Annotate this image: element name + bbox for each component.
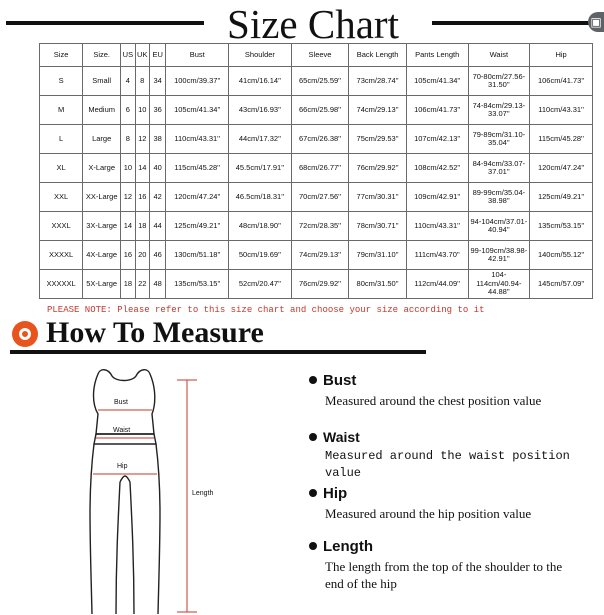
table-cell: 12 [121, 183, 135, 212]
figure-label-length: Length [192, 490, 214, 497]
table-row [40, 241, 593, 270]
column-header: UK [135, 44, 149, 67]
table-cell: 22 [135, 270, 149, 299]
table-cell: 89-99cm/35.04-38.98'' [468, 183, 530, 212]
table-cell: 73cm/28.74'' [349, 67, 407, 96]
table-cell: 107cm/42.13'' [406, 125, 468, 154]
table-row [40, 183, 593, 212]
measure-item-hip: Hip Measured around the hip position value [309, 485, 531, 522]
table-cell: 5X-Large [83, 270, 121, 299]
table-cell: XX-Large [83, 183, 121, 212]
column-header: Size. [83, 44, 121, 67]
title-rule-right [432, 21, 604, 25]
figure-label-hip: Hip [117, 463, 128, 470]
table-cell: 135cm/53.15'' [166, 270, 229, 299]
table-row [40, 270, 593, 299]
table-cell: 48 [149, 270, 165, 299]
figure-label-waist: Waist [113, 427, 131, 434]
table-cell: XL [40, 154, 83, 183]
table-cell: 110cm/43.31'' [166, 125, 229, 154]
table-cell: 72cm/28.35'' [291, 212, 349, 241]
table-cell: 70-80cm/27.56-31.50'' [468, 67, 530, 96]
table-cell: 80cm/31.50'' [349, 270, 407, 299]
target-icon [12, 321, 38, 347]
table-cell: XXXXXL [40, 270, 83, 299]
table-cell: 130cm/51.18'' [166, 241, 229, 270]
table-cell: 74cm/29.13'' [349, 96, 407, 125]
table-cell: 115cm/45.28'' [166, 154, 229, 183]
table-cell: 77cm/30.31'' [349, 183, 407, 212]
table-cell: 4 [121, 67, 135, 96]
column-header: Size [40, 44, 83, 67]
column-header: EU [149, 44, 165, 67]
column-header: Waist [468, 44, 530, 67]
table-cell: 16 [121, 241, 135, 270]
table-row [40, 67, 593, 96]
table-cell: 10 [121, 154, 135, 183]
title-rule-left [6, 21, 204, 25]
table-row [40, 154, 593, 183]
table-cell: 120cm/47.24'' [166, 183, 229, 212]
column-header: Sleeve [291, 44, 349, 67]
table-cell: L [40, 125, 83, 154]
table-cell: 8 [135, 67, 149, 96]
table-cell: 111cm/43.70'' [406, 241, 468, 270]
table-cell: 84-94cm/33.07-37.01'' [468, 154, 530, 183]
table-cell: 74cm/29.13'' [291, 241, 349, 270]
table-cell: 75cm/29.53'' [349, 125, 407, 154]
table-cell: 99-109cm/38.98-42.91'' [468, 241, 530, 270]
page-title: Size Chart [227, 1, 399, 47]
table-cell: 42 [149, 183, 165, 212]
measure-item-length: Length The length from the top of the shoulder to the end of the hip [309, 538, 579, 592]
table-cell: 40 [149, 154, 165, 183]
table-cell: 4X-Large [83, 241, 121, 270]
table-cell: 43cm/16.93'' [229, 96, 292, 125]
column-header: Back Length [349, 44, 407, 67]
table-cell: Small [83, 67, 121, 96]
bullet-icon [309, 489, 317, 497]
table-cell: XXXXL [40, 241, 83, 270]
bullet-icon [309, 376, 317, 384]
bullet-icon [309, 433, 317, 441]
table-cell: 6 [121, 96, 135, 125]
table-cell: 78cm/30.71'' [349, 212, 407, 241]
table-row [40, 96, 593, 125]
table-cell: M [40, 96, 83, 125]
table-cell: XXL [40, 183, 83, 212]
table-cell: 68cm/26.77'' [291, 154, 349, 183]
table-cell: XXXL [40, 212, 83, 241]
table-cell: 36 [149, 96, 165, 125]
table-cell: 125cm/49.21'' [530, 183, 593, 212]
table-header-row [40, 44, 593, 67]
table-cell: 110cm/43.31'' [530, 96, 593, 125]
table-cell: 76cm/29.92'' [291, 270, 349, 299]
table-cell: 44 [149, 212, 165, 241]
table-cell: 105cm/41.34'' [406, 67, 468, 96]
bullet-icon [309, 542, 317, 550]
table-cell: 18 [135, 212, 149, 241]
how-to-measure-title: How To Measure [46, 316, 264, 349]
table-cell: 120cm/47.24'' [530, 154, 593, 183]
table-cell: 10 [135, 96, 149, 125]
table-row [40, 125, 593, 154]
table-cell: 14 [121, 212, 135, 241]
column-header: Hip [530, 44, 593, 67]
table-cell: S [40, 67, 83, 96]
table-cell: 16 [135, 183, 149, 212]
column-header: US [121, 44, 135, 67]
table-cell: 38 [149, 125, 165, 154]
table-cell: 44cm/17.32'' [229, 125, 292, 154]
table-cell: 115cm/45.28'' [530, 125, 593, 154]
table-cell: 65cm/25.59'' [291, 67, 349, 96]
table-cell: 41cm/16.14'' [229, 67, 292, 96]
measure-item-bust: Bust Measured around the chest position value [309, 372, 541, 409]
table-cell: 46.5cm/18.31'' [229, 183, 292, 212]
table-cell: 79-89cm/31.10-35.04'' [468, 125, 530, 154]
table-cell: 79cm/31.10'' [349, 241, 407, 270]
table-cell: 52cm/20.47'' [229, 270, 292, 299]
table-cell: 112cm/44.09'' [406, 270, 468, 299]
table-cell: 67cm/26.38'' [291, 125, 349, 154]
size-chart-table [39, 43, 593, 299]
table-cell: 106cm/41.73'' [530, 67, 593, 96]
section-rule [10, 350, 426, 354]
table-cell: 66cm/25.98'' [291, 96, 349, 125]
table-cell: 12 [135, 125, 149, 154]
column-header: Shoulder [229, 44, 292, 67]
table-cell: 74-84cm/29.13-33.07'' [468, 96, 530, 125]
table-cell: 106cm/41.73'' [406, 96, 468, 125]
figure-label-bust: Bust [114, 399, 129, 406]
table-cell: 140cm/55.12'' [530, 241, 593, 270]
table-cell: 135cm/53.15'' [530, 212, 593, 241]
table-cell: 105cm/41.34'' [166, 96, 229, 125]
waistband-outline [94, 434, 156, 444]
table-cell: 100cm/39.37'' [166, 67, 229, 96]
table-cell: 20 [135, 241, 149, 270]
table-cell: 145cm/57.09'' [530, 270, 593, 299]
table-cell: 8 [121, 125, 135, 154]
table-cell: X-Large [83, 154, 121, 183]
table-cell: 3X-Large [83, 212, 121, 241]
column-header: Bust [166, 44, 229, 67]
size-note: PLEASE NOTE: Please refer to this size chart and choose your size according to it [47, 305, 485, 315]
table-cell: 45.5cm/17.91'' [229, 154, 292, 183]
visual-search-icon[interactable]: ▣ [588, 12, 604, 32]
table-cell: 48cm/18.90'' [229, 212, 292, 241]
table-row [40, 212, 593, 241]
measurement-figure [60, 362, 220, 615]
column-header: Pants Length [406, 44, 468, 67]
table-cell: 94-104cm/37.01-40.94'' [468, 212, 530, 241]
table-cell: 104-114cm/40.94-44.88'' [468, 270, 530, 299]
table-cell: 109cm/42.91'' [406, 183, 468, 212]
measure-item-waist: Waist Measured around the waist position value [309, 428, 604, 482]
table-cell: 50cm/19.69'' [229, 241, 292, 270]
table-cell: Medium [83, 96, 121, 125]
table-cell: 125cm/49.21'' [166, 212, 229, 241]
table-cell: 34 [149, 67, 165, 96]
table-cell: 14 [135, 154, 149, 183]
table-cell: 76cm/29.92'' [349, 154, 407, 183]
table-cell: 70cm/27.56'' [291, 183, 349, 212]
table-cell: 110cm/43.31'' [406, 212, 468, 241]
table-cell: Large [83, 125, 121, 154]
table-cell: 108cm/42.52'' [406, 154, 468, 183]
table-cell: 18 [121, 270, 135, 299]
table-cell: 46 [149, 241, 165, 270]
